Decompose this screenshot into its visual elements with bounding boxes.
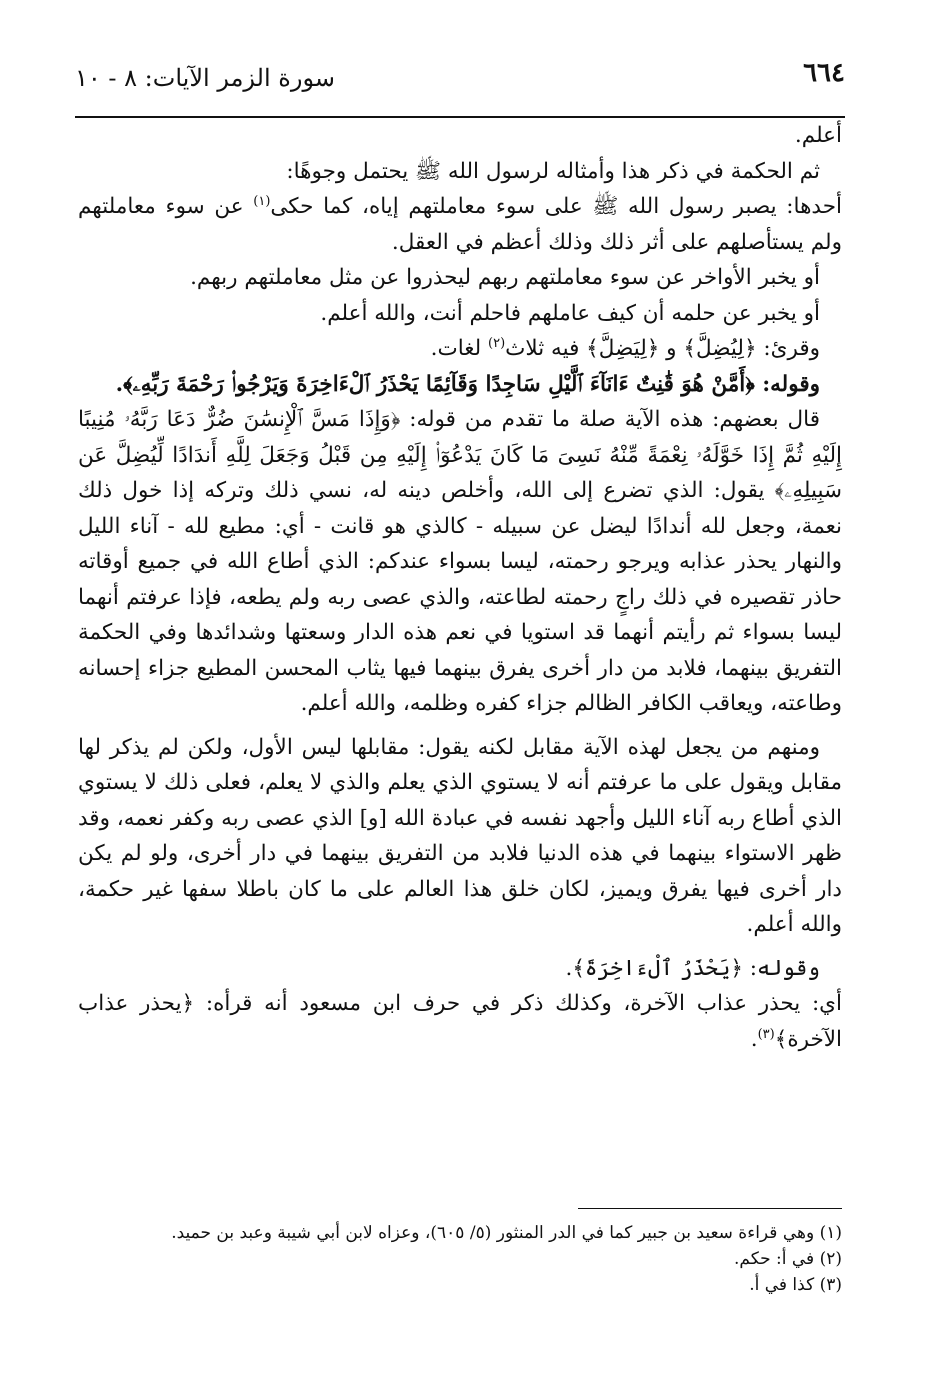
footnote-divider — [578, 1208, 842, 1209]
paragraph: وقرئ: ﴿لِيُضِلَّ﴾ و ﴿لِيَضِلَّ﴾ فيه ثلاث$^{(٢)}$ لغات. — [430, 335, 820, 361]
running-title: سورة الزمر الآيات: ٨ - ١٠ — [75, 64, 335, 92]
paragraph: ثم الحكمة في ذكر هذا وأمثاله لرسول الله ﷺ يحتمل وجوهًا: — [286, 158, 820, 184]
paragraph: أحدها: يصبر رسول الله ﷺ على سوء معاملتهم إياه، كما حكى$^{(١)}$ عن سوء معاملتهم ولم يستأصلهم على أثر ذلك وذلك أعظم في العقل. — [78, 193, 842, 255]
paragraph-verse: وقوله: ﴿أَمَّنْ هُوَ قَٰنِتٌ ءَانَآءَ ٱلَّيْلِ سَاجِدًا وَقَآئِمًا يَحْذَرُ ٱلْءَاخِرَةَ وَيَرْجُوا۟ رَحْمَةَ رَبِّهِۦ﴾. — [115, 371, 820, 397]
page-number: ٦٦٤ — [803, 58, 845, 88]
paragraph: وقوله: ﴿يَحْذَرُ ٱلْءَاخِرَةَ﴾. — [565, 955, 820, 981]
footnotes — [78, 1220, 842, 1298]
main-text — [78, 118, 842, 1057]
footnote: (٢) في أ: حكم. — [734, 1249, 842, 1269]
footnote-ref: (٢) — [488, 335, 506, 351]
paragraph: أو يخبر الأواخر عن سوء معاملتهم ربهم ليحذروا عن مثل معاملتهم ربهم. — [190, 265, 820, 290]
page-header — [75, 58, 845, 114]
paragraph: قال بعضهم: هذه الآية صلة ما تقدم من قوله: ﴿وَإِذَا مَسَّ ٱلْإِنسَٰنَ ضُرٌّ دَعَا رَبَّهُۥ مُنِيبًا إِلَيْهِ ثُمَّ إِذَا خَوَّلَهُۥ نِعْمَةً مِّنْهُ نَسِىَ مَا كَانَ يَدْعُوٓا۟ إِلَيْهِ مِن قَبْلُ وَجَعَلَ لِلَّهِ أَندَادًا لِّيُضِلَّ عَن سَبِيلِهِۦ﴾ يقول: الذي تضرع إلى الله، وأخلص دينه له، نسي ذلك وتركه إذا خول ذلك نعمة، وجعل لله أندادًا ليضل عن سبيله - كالذي هو قانت - أي: مطيع لله - آناء الليل والنهار يحذر عذابه ويرجو رحمته، ليسا بسواء عندكم: الذي أطاع الله في جميع أوقاته حاذر تقصيره في ذلك راجٍ رحمته لطاعته، والذي عصى ربه ولم يطعه، فإذا عرفتم أنهما ليسا بسواء ثم رأيتم أنهما قد استويا في نعم هذه الدار وسعتها وشدائدها وفي الحكمة التفريق بينهما، فلابد من دار أخرى يفرق بينهما فيها يثاب المحسن المطيع جزاء إحسانه وطاعته، ويعاقب الكافر الظالم جزاء كفره وظلمه، والله أعلم. — [78, 407, 842, 716]
footnote-ref: (٣) — [757, 1026, 775, 1042]
paragraph: أعلم. — [794, 123, 842, 148]
footnote-ref: (١) — [253, 193, 271, 209]
paragraph: أو يخبر عن حلمه أن كيف عاملهم فاحلم أنت، والله أعلم. — [320, 300, 820, 326]
paragraph: أي: يحذر عذاب الآخرة، وكذلك ذكر في حرف ابن مسعود أنه قرأه: ﴿يحذر عذاب الآخرة﴾$^{(٣)}$. — [78, 991, 842, 1052]
footnote: (٣) كذا في أ. — [749, 1275, 842, 1295]
paragraph: ومنهم من يجعل لهذه الآية مقابل لكنه يقول: مقابلها ليس الأول، ولكن لم يذكر لها مقابل ويقول على ما عرفتم أنه لا يستوي الذي يعلم والذي لا يعلم، فعلى ذلك لا يستوي الذي أطاع ربه آناء الليل وأجهد نفسه في عبادة الله [و] الذي عصى ربه وكفر نعمه، وقد ظهر الاستواء بينهما في هذه الدنيا فلابد من التفريق بينهما في دار أخرى، ولو لم يكن دار أخرى فيها يفرق ويميز، لكان خلق هذا العالم على ما كان باطلا سفها غير حكمة، والله أعلم. — [78, 734, 842, 937]
footnote: (١) وهي قراءة سعيد بن جبير كما في الدر المنثور (٥/ ٦٠٥)، وعزاه لابن أبي شيبة وعبد بن حميد. — [171, 1223, 842, 1243]
